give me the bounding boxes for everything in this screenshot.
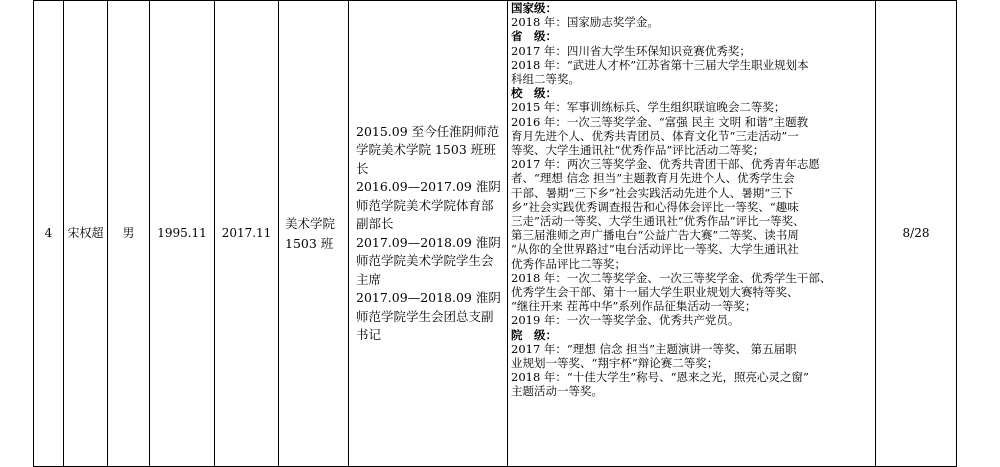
award-line: “继往开来 茬苒中华”系列作品征集活动一等奖； [511, 299, 757, 314]
award-line: 等奖、大学生通讯社“优秀作品”评比活动二等奖； [511, 143, 765, 158]
award-level-heading: 省 级： [511, 29, 557, 44]
duty-item: 2015.09 至今任淮阴师范学院美术学院 1503 班班长 [356, 123, 500, 176]
award-level-heading: 院 级： [511, 327, 557, 342]
party-join-date: 2017.11 [215, 1, 279, 467]
gender: 男 [108, 1, 150, 467]
award-line: 第三届淮师之声广播电台“公益广告大赛”二等奖、读书周 [511, 228, 799, 243]
award-line: 2015 年：军事训练标兵、学生组织联谊晚会二等奖； [511, 100, 786, 115]
award-table [33, 0, 957, 467]
award-line: 2018 年：“十佳大学生”称号、“恩来之光，照亮心灵之窗” [511, 370, 809, 385]
student-name: 宋权超 [64, 1, 108, 467]
award-line: 育月先进个人、优秀共青团员、体育文化节“三走活动”一 [511, 128, 799, 143]
award-level-heading: 国家级： [511, 1, 557, 15]
award-level-heading: 校 级： [511, 86, 557, 101]
award-line: 干部、暑期“三下乡”社会实践活动先进个人、暑期“三下 [511, 185, 794, 200]
award-line: 乡”社会实践优秀调查报告和心得体会评比一等奖、“趣味 [511, 199, 799, 214]
award-line: 2019 年：一次一等奖学金、优秀共产党员。 [511, 313, 740, 328]
birth-date: 1995.11 [150, 1, 215, 467]
award-line: 2016 年：一次三等奖学金、“富强 民主 文明 和谐”主题教 [511, 114, 809, 129]
row-index: 4 [34, 1, 64, 467]
duties-cell [349, 1, 508, 467]
award-line: 2018 年：“武进人才杯”江苏省第十三届大学生职业规划本 [511, 57, 809, 72]
award-line: 业规划一等奖、“翔宇杯”辩论赛二等奖； [511, 356, 719, 371]
award-line: 优秀作品评比二等奖； [511, 256, 626, 271]
table-row [34, 1, 957, 467]
award-line: 优秀学生会干部、第十一届大学生职业规划大赛特等奖、 [511, 285, 799, 300]
award-line: 主题活动一等奖。 [511, 384, 603, 399]
class-name: 美术学院 1503 班 [279, 1, 349, 467]
award-line: 2018 年：一次二等奖学金、一次三等奖学金、优秀学生干部、 [511, 270, 832, 285]
award-line: 2017 年：“理想 信念 担当”主题演讲一等奖、 第五届职 [511, 341, 797, 356]
duty-item: 2017.09—2018.09 淮阴师范学院学生会团总支副书记 [356, 290, 501, 342]
award-line: 三走”活动一等奖、大学生通讯社“优秀作品”评比一等奖、 [511, 214, 805, 229]
award-line: 科组二等奖。 [511, 72, 580, 87]
duty-item: 2017.09—2018.09 淮阴师范学院美术学院学生会主席 [356, 234, 501, 287]
duty-item: 2016.09—2017.09 淮阴师范学院美术学院体育部副部长 [356, 179, 501, 231]
award-line: 2017 年：四川省大学生环保知识竞赛优秀奖； [511, 43, 751, 58]
award-line: 者、“理想 信念 担当”主题教育月先进个人、优秀学生会 [511, 171, 795, 186]
award-line: 2017 年：两次三等奖学金、优秀共青团干部、优秀青年志愿 [511, 157, 820, 172]
score: 8/28 [876, 1, 957, 467]
award-line: “从你的全世界路过”电台活动评比一等奖、大学生通讯社 [511, 242, 799, 257]
award-line: 2018 年：国家励志奖学金。 [511, 15, 659, 30]
awards-cell [508, 1, 876, 467]
